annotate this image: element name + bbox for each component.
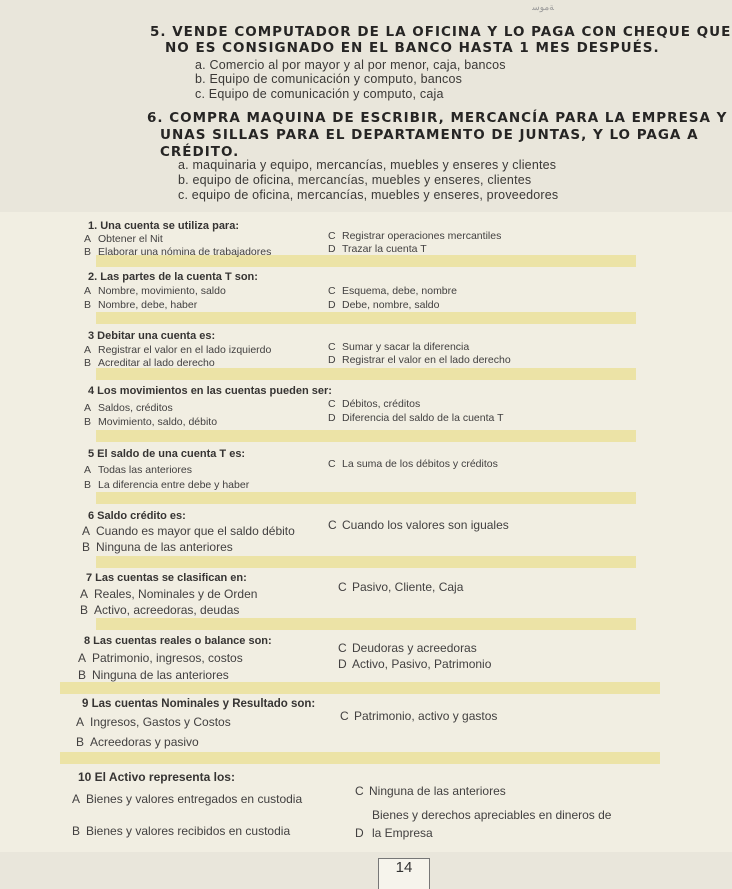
quiz-item-1-option-c: C Registrar operaciones mercantiles bbox=[328, 230, 502, 242]
separator-band bbox=[96, 312, 636, 324]
separator-band bbox=[60, 682, 660, 694]
question-5-option-c: c. Equipo de comunicación y computo, caja bbox=[195, 87, 444, 101]
question-5-option-b: b. Equipo de comunicación y computo, bancos bbox=[195, 72, 463, 86]
corner-scribble: ﺔﻣﻮﺳ bbox=[532, 2, 554, 12]
quiz-item-1-option-b: B Elaborar una nómina de trabajadores bbox=[84, 246, 272, 258]
quiz-item-4-question: 4 Los movimientos en las cuentas pueden ser: bbox=[88, 385, 332, 397]
separator-band bbox=[96, 556, 636, 568]
quiz-item-3-question: 3 Debitar una cuenta es: bbox=[88, 330, 216, 342]
quiz-item-8-option-d: D Activo, Pasivo, Patrimonio bbox=[338, 657, 492, 671]
question-6-option-c: c. equipo de oficina, mercancías, muebles y enseres, proveedores bbox=[178, 188, 559, 202]
quiz-item-7-option-c: C Pasivo, Cliente, Caja bbox=[338, 580, 464, 594]
quiz-item-6-option-b: B Ninguna de las anteriores bbox=[82, 540, 233, 554]
quiz-item-7-question: 7 Las cuentas se clasifican en: bbox=[86, 572, 247, 584]
quiz-item-2-option-b: B Nombre, debe, haber bbox=[84, 299, 198, 311]
question-6-title-line-2: UNAS SILLAS PARA EL DEPARTAMENTO DE JUNTAS, Y LO PAGA A bbox=[160, 127, 699, 143]
quiz-item-10-option-a: A Bienes y valores entregados en custodia bbox=[72, 792, 303, 806]
quiz-item-2-option-a: A Nombre, movimiento, saldo bbox=[84, 285, 226, 297]
quiz-item-8-question: 8 Las cuentas reales o balance son: bbox=[84, 635, 272, 647]
quiz-item-4-option-c: C Débitos, créditos bbox=[328, 398, 421, 410]
separator-band bbox=[96, 492, 636, 504]
question-5-title-line-1: 5. VENDE COMPUTADOR DE LA OFICINA Y LO PAGA CON CHEQUE QUE bbox=[150, 24, 732, 40]
separator-band bbox=[96, 618, 636, 630]
quiz-item-9-option-b: B Acreedoras y pasivo bbox=[76, 735, 199, 749]
quiz-item-5-option-b: B La diferencia entre debe y haber bbox=[84, 479, 250, 491]
quiz-item-6-question: 6 Saldo crédito es: bbox=[88, 510, 186, 522]
quiz-item-5-question: 5 El saldo de una cuenta T es: bbox=[88, 448, 246, 460]
quiz-item-1-option-a: A Obtener el Nit bbox=[84, 233, 163, 245]
quiz-item-10-option-d-line-1: Bienes y derechos apreciables en dineros de bbox=[372, 808, 612, 822]
quiz-item-6-option-c: C Cuando los valores son iguales bbox=[328, 518, 509, 532]
quiz-item-1-option-d: D Trazar la cuenta T bbox=[328, 243, 427, 255]
quiz-item-3-option-c: C Sumar y sacar la diferencia bbox=[328, 341, 470, 353]
quiz-item-7-option-b: B Activo, acreedoras, deudas bbox=[80, 603, 240, 617]
quiz-item-10-question: 10 El Activo representa los: bbox=[78, 770, 235, 784]
quiz-item-6-option-a: A Cuando es mayor que el saldo débito bbox=[82, 524, 295, 538]
quiz-item-2-question: 2. Las partes de la cuenta T son: bbox=[88, 271, 258, 283]
question-6-option-b: b. equipo de oficina, mercancías, muebles y enseres, clientes bbox=[178, 173, 532, 187]
separator-band bbox=[60, 752, 660, 764]
quiz-item-3-option-d: D Registrar el valor en el lado derecho bbox=[328, 354, 511, 366]
quiz-item-8-option-a: A Patrimonio, ingresos, costos bbox=[78, 651, 243, 665]
quiz-item-8-option-b: B Ninguna de las anteriores bbox=[78, 668, 229, 682]
quiz-item-3-option-a: A Registrar el valor en el lado izquierdo bbox=[84, 344, 272, 356]
quiz-item-7-option-a: A Reales, Nominales y de Orden bbox=[80, 587, 258, 601]
quiz-item-10-option-b: B Bienes y valores recibidos en custodia bbox=[72, 824, 291, 838]
quiz-item-4-option-a: A Saldos, créditos bbox=[84, 402, 173, 414]
quiz-item-9-option-a: A Ingresos, Gastos y Costos bbox=[76, 715, 231, 729]
separator-band bbox=[96, 368, 636, 380]
quiz-item-10-option-d-line-2: la Empresa bbox=[372, 826, 433, 840]
quiz-item-5-option-a: A Todas las anteriores bbox=[84, 464, 192, 476]
quiz-item-9-option-c: C Patrimonio, activo y gastos bbox=[340, 709, 498, 723]
question-6-option-a: a. maquinaria y equipo, mercancías, muebles y enseres y clientes bbox=[178, 158, 557, 172]
quiz-item-1-question: 1. Una cuenta se utiliza para: bbox=[88, 220, 239, 232]
quiz-item-8-option-c: C Deudoras y acreedoras bbox=[338, 641, 477, 655]
quiz-item-4-option-b: B Movimiento, saldo, débito bbox=[84, 416, 218, 428]
quiz-item-2-option-c: C Esquema, debe, nombre bbox=[328, 285, 457, 297]
quiz-item-5-option-c: C La suma de los débitos y créditos bbox=[328, 458, 498, 470]
page-number: 14 bbox=[378, 858, 430, 889]
quiz-item-4-option-d: D Diferencia del saldo de la cuenta T bbox=[328, 412, 504, 424]
separator-band bbox=[96, 430, 636, 442]
question-5-title-line-2: NO ES CONSIGNADO EN EL BANCO HASTA 1 MES DESPUÉS. bbox=[165, 40, 660, 56]
quiz-item-2-option-d: D Debe, nombre, saldo bbox=[328, 299, 440, 311]
quiz-item-3-option-b: B Acreditar al lado derecho bbox=[84, 357, 215, 369]
quiz-item-10-option-c: C Ninguna de las anteriores bbox=[355, 784, 506, 798]
quiz-item-10-option-d-letter: D bbox=[355, 826, 364, 840]
question-5-option-a: a. Comercio al por mayor y al por menor, caja, bancos bbox=[195, 58, 506, 72]
question-6-title-line-1: 6. COMPRA MAQUINA DE ESCRIBIR, MERCANCÍA PARA LA EMPRESA Y bbox=[147, 110, 728, 126]
quiz-item-9-question: 9 Las cuentas Nominales y Resultado son: bbox=[82, 698, 316, 710]
question-6-title-line-3: CRÉDITO. bbox=[160, 144, 240, 160]
